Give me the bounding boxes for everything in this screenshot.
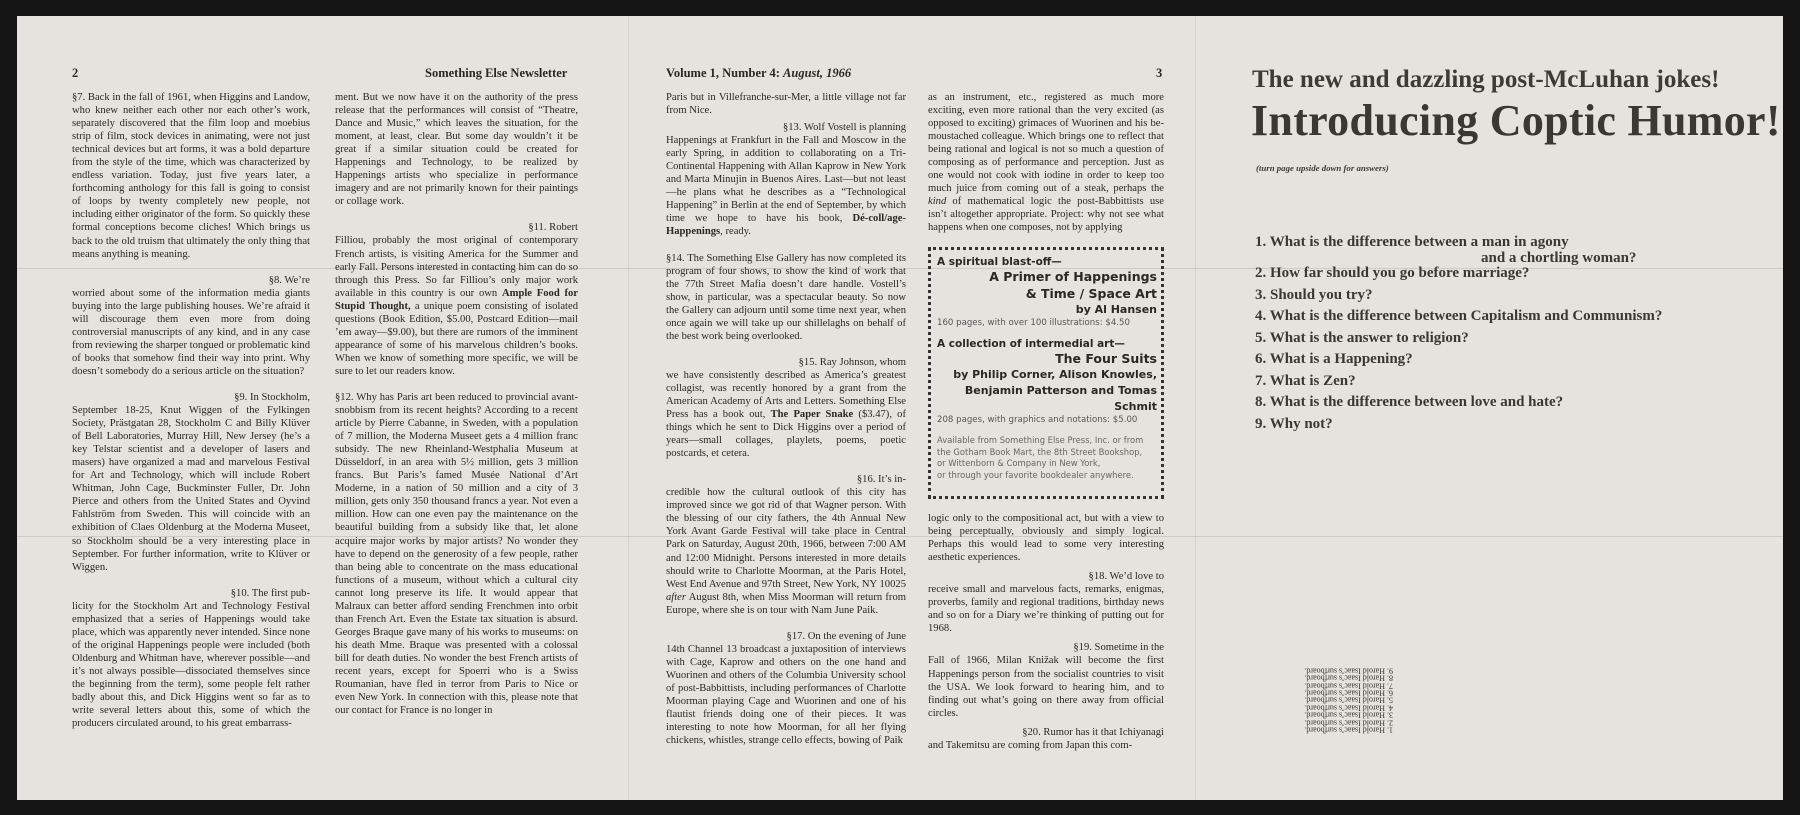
- section-11-head: §11. Robert: [528, 222, 578, 234]
- ad-lead: A collection of intermedial art—: [937, 338, 1125, 350]
- section-17-conclusion: logic only to the compositional act, but with a view to being perceptually, obviously and simply logical. Perhaps this would lead to some very interesting aesthetic experiences.: [928, 513, 1164, 564]
- section-20: and Takemitsu are coming from Japan this com-: [928, 739, 1133, 751]
- section-13-head: §13. Wolf Vostell is planning: [782, 122, 906, 134]
- emphasis: kind: [928, 196, 947, 208]
- section-9-head: §9. In Stockholm,: [234, 391, 310, 403]
- section-15: [666, 369, 906, 460]
- column-4-lower: [928, 512, 1164, 765]
- section-12: §12. Why has Paris art been reduced to provincial avant-snobbism from its recent heights? According to a recent article by Pierre Cabanne, in Sweden, with a population of 7 million, the Moderna Museet gets a 4 million franc subsidy. The new Rheinland-Westphalia Museum at Düsseldorf, in an area with 5½ million, gets 3 million francs. But Paris’s famed Musée National d’Art Moderne, in a nation of 50 million and a city of 3 million, gets only 350 thousand francs a year. Not even a million. How can one even pay the maintenance on the beautiful building from a subsidy like that, let alone acquire major works by major artists? No wonder they have to depend on the generosity of a few people, rather than being able to concentrate on the mass educational functions of a museum, without which a cultural city cannot long preserve its life. It would appear that Malraux can better afford sending Frenchmen into orbit than French Art. Even the Estate tax situation is absurd. Georges Braque gave many of his works to museums: on his death Mme. Braque was presented with a colossal bill for death duties. No wonder the best French artists of recent years, except for Spoerri who is a Swiss Roumanian, have fled in terror from Paris to Nice or even New York. In connection with this, please note that our contact for France is no longer in: [335, 391, 578, 717]
- answer: 8. Harold Isaac’s surfboard.: [1304, 673, 1393, 683]
- column-3: [666, 91, 906, 760]
- question: 3. Should you try?: [1255, 286, 1373, 303]
- section-16-text: August 8th, when Miss Moorman will return from Europe, where she is on tour with Nam June Paik.: [666, 591, 906, 616]
- book-title: Dé-coll/age-Happenings: [666, 213, 906, 238]
- ad-book-meta: 160 pages, with over 100 illustrations: $4.50: [937, 318, 1130, 328]
- question: 7. What is Zen?: [1255, 372, 1356, 389]
- answer: 7. Harold Isaac’s surfboard.: [1304, 681, 1393, 691]
- answer: 9. Harold Isaac’s surfboard.: [1304, 666, 1393, 676]
- section-9: September 18-25, Knut Wiggen of the Fylkingen Society, Prästgatan 28, Stockholm C and Billy Klüver of Bell Laboratories, Murray Hill, New Jersey (he’s a key Telstar scientist and a developer of lasers and masers) have organized a mad and marvelous Festival for Art and Technology, which will include Robert Whitman, John Cage, Buckminster Fuller, Dr. John Pierce and others from the United States and Oyvind Fahlström from Sweden. This will coincide with an exhibition of Claes Oldenburg at the Moderna Museet, so Stockholm should be a very interesting place in September. For further information, write to Klüver or Wiggen.: [72, 405, 310, 573]
- question: 1. What is the difference between a man in agony: [1255, 234, 1569, 250]
- ad-book-author: by Philip Corner, Alison Knowles,: [953, 368, 1157, 381]
- running-head: [666, 66, 851, 81]
- ad-book-meta: 208 pages, with graphics and notations: $5.00: [937, 415, 1138, 425]
- ad-availability: Available from Something Else Press, Inc. or from: [937, 435, 1144, 445]
- upside-down-answers: [1243, 667, 1393, 734]
- section-7: §7. Back in the fall of 1961, when Higgins and Landow, who knew neither each other nor each other’s work, separately discovered that the film loop and moebius strip of film, stock devices in animating, were not just technical devices but art forms, it was a bold departure from the style of the time, which was characterized by endless variation. Today, just five years later, a forthcoming anthology for this fall is going to consist of loops by twenty completely new people, not including either originator of the form. So quickly these formal conceptions become cliches! Which brings us back to the old truism that ultimately the only thing that means anything is meaning.: [72, 92, 310, 260]
- section-17-head: §17. On the evening of June: [786, 630, 906, 642]
- page-number: 3: [1156, 66, 1163, 80]
- book-advertisement: [928, 247, 1164, 499]
- section-18-head: §18. We’d love to: [1088, 571, 1164, 583]
- section-14: §14. The Something Else Gallery has now completed its program of four shows, to show the kind of work that the 77th Street Mafia doesn’t dare handle. Vostell’s show, in particular, was a spectacular beauty. So now the Gallery can adjourn until some time next year, when once again we will take up our shillelaghs on behalf of the best work being overlooked.: [666, 252, 906, 342]
- column-4: [928, 91, 1164, 248]
- ad-book-author: by Al Hansen: [1075, 303, 1157, 316]
- question: 5. What is the answer to religion?: [1255, 329, 1469, 346]
- column-1: [72, 91, 310, 743]
- section-16: [666, 486, 906, 616]
- section-17-continued: [928, 91, 1164, 235]
- ad-book-title: A Primer of Happenings: [989, 269, 1157, 284]
- book-title: The Paper Snake: [770, 409, 854, 421]
- section-10-head: §10. The first pub-: [230, 587, 310, 599]
- book-title: Ample Food for Stupid Thought,: [335, 287, 579, 312]
- section-16-text: credible how the cultural outlook of this city has improved since we got rid of that Wagner person. With the blessing of our city fathers, the 4th Annual New York Avant Garde Festival will take place in Central Park on Saturday, August 20th, 1966, between 7:00 AM and 12:00 Midnight. Persons interested in more details should write to Charlotte Moorman, at the Paris Hotel, West End Avenue and 97th Street, New York, NY 10025: [666, 487, 906, 590]
- answer: 2. Harold Isaac’s surfboard.: [1304, 718, 1393, 728]
- section-15-text: ($3.47), of things which he sent to Dick Higgins over a period of years—small collages, playlets, poems, poetic postcards, et cetera.: [666, 409, 906, 460]
- ad-book-author: Benjamin Patterson and Tomas Schmit: [964, 384, 1157, 413]
- section-11-text: Filliou, probably the most original of contemporary French artists, is visiting America for the Summer and early Fall. Persons interested in contacting him can do so through this Press. So far Filliou’s only major work available in this country is our own: [335, 235, 578, 299]
- question: 2. How far should you go before marriage?: [1255, 265, 1530, 281]
- headline-kicker: The new and dazzling post-McLuhan jokes!: [1252, 66, 1720, 93]
- section-10: licity for the Stockholm Art and Technology Festival emphasized that a series of Happenings would take place, which was apparently never intended. Since none of the original Happenings people were included (both Oldenburg and Whitman have, wherever possible—and it’s not always possible—dissociated themselves since the beginning from the term), some people felt rather badly about this, and Dick Higgins went so far as to write several letters about this, some of which the producers circulated around, to his great embarrass-: [72, 600, 310, 730]
- section-17-text: of mathematical logic the post-Babbittists use isn’t altogether appropriate. Project: why not see what happens when one composes, not by applying: [928, 196, 1164, 234]
- ad-availability: or Wittenborn & Company in New York,: [937, 458, 1101, 468]
- question: 6. What is a Happening?: [1255, 351, 1413, 367]
- section-13: [666, 134, 906, 238]
- question: 4. What is the difference between Capitalism and Communism?: [1255, 308, 1663, 324]
- question: 8. What is the difference between love and hate?: [1255, 394, 1564, 410]
- section-17: 14th Channel 13 broadcast a juxtaposition of interviews with Cage, Kaprow and others on the one hand and Wuorinen and others of the Columbia University school of post-Babbittists, including performances of Charlotte Moorman playing Cage and Wuorinen and one of his flautist friends doing one of their pieces. It was interesting to note how Moorman, for all her flying chickens, whistles, strange cello effects, bowing of Paik: [666, 643, 906, 747]
- section-13-text: Happenings at Frankfurt in the Fall and Moscow in the early Spring, in addition to collaborating on a Tri-Continental Happening with Allan Kaprow in New York and Marta Minujin in Buenos Aires. Last—but not least—he plans what he describes as a “Technological Happening” in Berlin at the end of September, by which time we hope to have his book,: [666, 135, 906, 225]
- section-15-text: we have consistently described as America’s greatest collagist, was recently honored by a grant from the American Academy of Arts and Letters. Something Else Press has a book out,: [666, 369, 906, 421]
- headline: Introducing Coptic Humor!: [1251, 96, 1781, 145]
- page-number: 2: [72, 66, 79, 80]
- section-20-head: §20. Rumor has it that Ichiyanagi: [1022, 726, 1164, 738]
- section-17-text: as an instrument, etc., registered as much more exciting, even more rational than the very excited (as opposed to exciting) grimaces of Wuorinen and his be-moustached colleague. Which brings one to reflect that being rational and logical is not so much a question of composing as of performance and perception. Just as one would not cook with iodine in order to keep too much juice from coming out of a steak, perhaps the: [928, 92, 1164, 195]
- section-13-text: , ready.: [720, 226, 751, 238]
- section-15-head: §15. Ray Johnson, whom: [798, 356, 906, 368]
- issue-date: August, 1966: [783, 66, 852, 80]
- ad-lead: A spiritual blast-off—: [937, 256, 1062, 268]
- section-18: receive small and marvelous facts, remarks, enigmas, proverbs, family and regional traditions, birthday news and so on for a Diary we’re thinking of putting out for 1968.: [928, 584, 1164, 635]
- section-11: [335, 234, 578, 378]
- volume-number: Volume 1, Number 4:: [666, 66, 784, 80]
- question-continuation: and a chortling woman?: [1481, 249, 1637, 266]
- column-2: [335, 91, 578, 730]
- ad-availability: the Gotham Book Mart, the 8th Street Bookshop,: [937, 446, 1143, 457]
- running-head: Something Else Newsletter: [425, 66, 568, 80]
- section-12-continued: Paris but in Villefranche-sur-Mer, a little village not far from Nice.: [666, 92, 906, 117]
- emphasis: after: [666, 591, 687, 603]
- section-8: worried about some of the information media giants buying into the large publishing houses. We’re afraid it will discourage them even more from doing controversial manuscripts of any kind, and in any case from reviewing the sharper tongued or problematic kind of books that somehow find their way into print. Why doesn’t somebody do a serious article on the situation?: [72, 287, 310, 377]
- instruction-note: (turn page upside down for answers): [1256, 163, 1389, 173]
- ad-book-title: & Time / Space Art: [1025, 286, 1157, 301]
- section-10-continued: ment. But we now have it on the authority of the press release that the performances will consist of “Theatre, Dance and Music,” which leaves the situation, for the moment, at least, clear. But some day wouldn’t it be great if a similar situation could be created for Happenings and Technology, to be realized by Happenings artists who specialize in performance imagery and are not primarily known for their paintings or collage work.: [335, 92, 578, 208]
- section-19-head: §19. Sometime in the: [1073, 642, 1164, 654]
- fold-line: [628, 16, 629, 800]
- section-8-head: §8. We’re: [268, 274, 310, 286]
- answer: 1. Harold Isaac’s surfboard.: [1304, 725, 1393, 735]
- section-11-text: a unique poem consisting of isolated questions (Book Edition, $5.00, Postcard Edition—mail ’em away—$9.00), but there are rumors of the imminent appearance of some of his marvelous children’s books. When we know of something more specific, we will be sure to let our readers know.: [335, 300, 578, 377]
- section-16-head: §16. It’s in-: [856, 474, 906, 486]
- section-19: Fall of 1966, Milan Knižak will become the first Happenings person from the socialist countries to visit the USA. We look forward to hearing him, and to finding out what’s going on there away from official circles.: [928, 655, 1164, 719]
- ad-availability: or through your favorite bookdealer anywhere.: [937, 469, 1134, 480]
- answer: 5. Harold Isaac’s surfboard.: [1304, 696, 1393, 706]
- question: 9. Why not?: [1255, 415, 1333, 432]
- joke-questions: [1255, 232, 1662, 435]
- answer: 4. Harold Isaac’s surfboard.: [1304, 703, 1393, 713]
- fold-line: [1195, 16, 1196, 800]
- answer: 6. Harold Isaac’s surfboard.: [1304, 688, 1393, 698]
- answer: 3. Harold Isaac’s surfboard.: [1304, 710, 1393, 720]
- ad-book-title: The Four Suits: [1055, 351, 1157, 366]
